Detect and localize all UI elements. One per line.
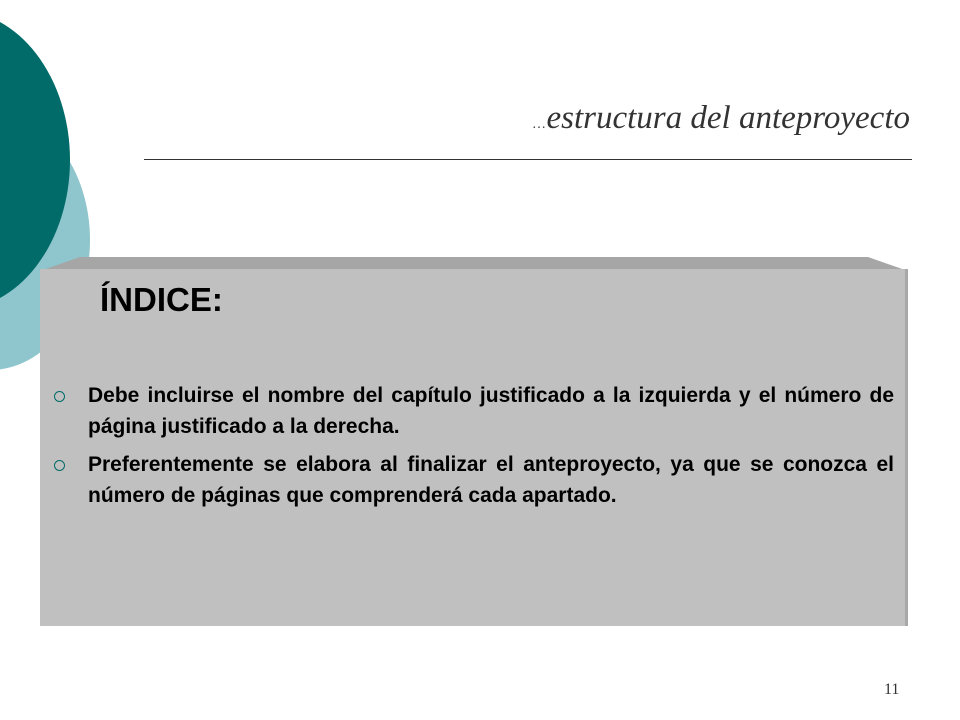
bullet-text: Preferentemente se elabora al finalizar el anteproyecto, ya que se conozca el número de páginas que comprenderá cada apartado. xyxy=(88,453,894,507)
content-panel xyxy=(40,269,908,626)
page-number: 11 xyxy=(884,681,900,698)
bullet-item xyxy=(88,380,894,442)
bullet-item xyxy=(88,449,894,511)
panel-heading: ÍNDICE: xyxy=(100,281,223,318)
title-underline xyxy=(144,159,912,160)
ring-bullet-icon xyxy=(54,460,65,471)
ring-bullet-icon xyxy=(54,391,65,402)
slide-title xyxy=(140,100,910,137)
title-ellipsis: … xyxy=(533,117,547,132)
bullet-text: Debe incluirse el nombre del capítulo justificado a la izquierda y el número de página justificado a la derecha. xyxy=(88,384,894,438)
bullet-list xyxy=(88,380,894,518)
title-text: estructura del anteproyecto xyxy=(546,100,910,136)
